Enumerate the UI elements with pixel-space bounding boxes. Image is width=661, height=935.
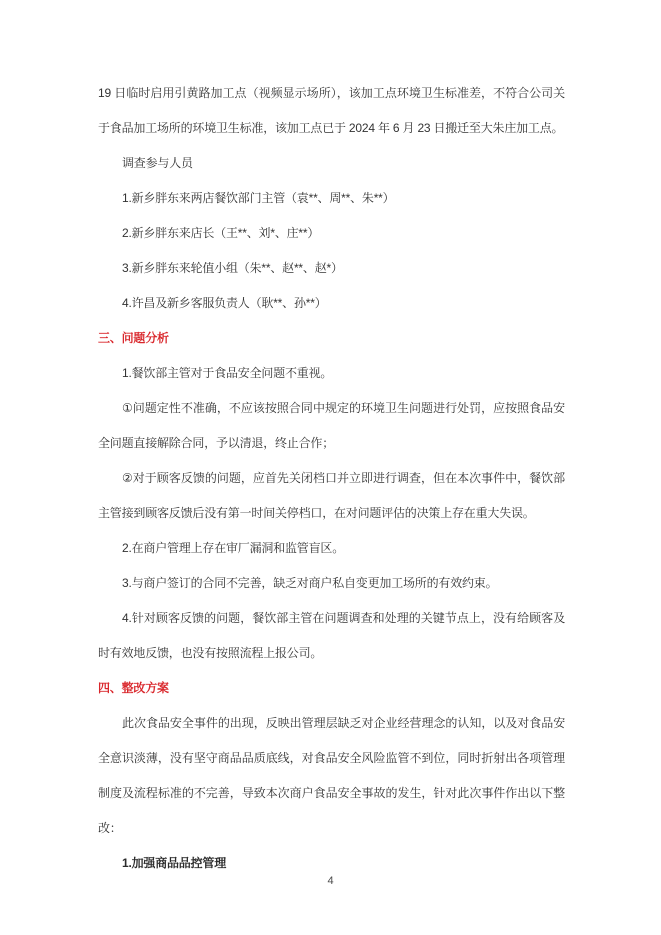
paragraph-problem-1-sub-2: ②对于顾客反馈的问题，应首先关闭档口并立即进行调查，但在本次事件中，餐饮部主管接到顾客反馈后没有第一时间关停档口，在对问题评估的决策上存在重大失误。 [98, 471, 565, 520]
list-item-participant-3: 3.新乡胖东来轮值小组（朱**、赵**、赵*） [122, 261, 343, 275]
list-item-participant-4: 4.许昌及新乡客服负责人（耿**、孙**） [122, 296, 327, 310]
page-number: 4 [327, 875, 334, 887]
section-heading-rectification-plan: 四、整改方案 [98, 681, 169, 695]
list-item-participant-2: 2.新乡胖东来店长（王**、刘*、庄**） [122, 226, 320, 240]
paragraph-investigation-participants: 调查参与人员 [122, 156, 193, 170]
paragraph-problem-4: 4.针对顾客反馈的问题，餐饮部主管在问题调查和处理的关键节点上，没有给顾客及时有效地反馈，也没有按照流程上报公司。 [98, 611, 565, 660]
paragraph-problem-2: 2.在商户管理上存在审厂漏洞和监管盲区。 [122, 541, 345, 555]
section-heading-problem-analysis: 三、问题分析 [98, 331, 169, 345]
paragraph-rectification-intro: 此次食品安全事件的出现，反映出管理层缺乏对企业经营理念的认知，以及对食品安全意识淡薄，没有坚守商品品质底线，对食品安全风险监管不到位，同时折射出各项管理制度及流程标准的不完善，导致本次商户食品安全事故的发生，针对此次事件作出以下整改： [98, 716, 565, 835]
subheading-quality-control: 1.加强商品品控管理 [122, 856, 227, 870]
paragraph-problem-1: 1.餐饮部主管对于食品安全问题不重视。 [122, 366, 333, 380]
paragraph-problem-1-sub-1: ①问题定性不准确，不应该按照合同中规定的环境卫生问题进行处罚，应按照食品安全问题直接解除合同，予以清退，终止合作； [98, 401, 565, 450]
paragraph-problem-3: 3.与商户签订的合同不完善，缺乏对商户私自变更加工场所的有效约束。 [122, 576, 498, 590]
list-item-participant-1: 1.新乡胖东来两店餐饮部门主管（袁**、周**、朱**） [122, 191, 395, 205]
paragraph-continuation: 19 日临时启用引黄路加工点（视频显示场所），该加工点环境卫生标准差，不符合公司关于食品加工场所的环境卫生标准，该加工点已于 2024 年 6 月 23 日搬迁至大朱庄加工点。 [98, 86, 565, 135]
